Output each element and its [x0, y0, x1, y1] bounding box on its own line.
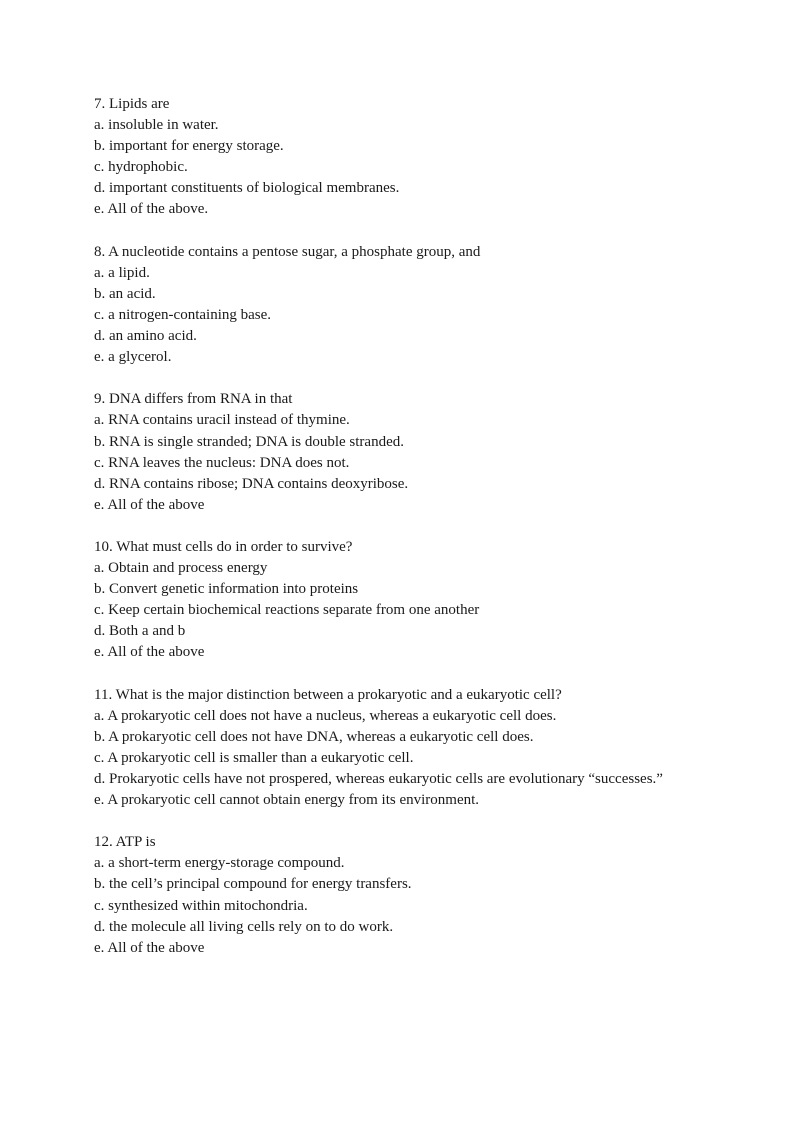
- answer-option-a: a. RNA contains uracil instead of thymine.: [94, 412, 350, 429]
- question-list: [94, 94, 714, 980]
- answer-option-e: e. All of the above.: [94, 201, 209, 218]
- answer-option-b: b. an acid.: [94, 285, 156, 302]
- answer-option-c: c. a nitrogen-containing base.: [94, 306, 272, 323]
- answer-option-a: a. a short-term energy-storage compound.: [94, 855, 345, 872]
- answer-option-c: c. Keep certain biochemical reactions separate from one another: [94, 602, 480, 619]
- answer-option-d: d. important constituents of biological membranes.: [94, 180, 400, 197]
- question-11: [94, 685, 714, 812]
- answer-option-c: c. hydrophobic.: [94, 159, 188, 176]
- question-10: [94, 537, 714, 664]
- answer-option-e: e. A prokaryotic cell cannot obtain energy from its environment.: [94, 792, 480, 809]
- answer-option-b: b. the cell’s principal compound for energy transfers.: [94, 876, 412, 893]
- answer-option-d: d. RNA contains ribose; DNA contains deoxyribose.: [94, 475, 409, 492]
- question-stem: 8. A nucleotide contains a pentose sugar, a phosphate group, and: [94, 243, 481, 260]
- question-stem: 7. Lipids are: [94, 96, 170, 112]
- answer-option-a: a. a lipid.: [94, 264, 150, 281]
- question-12: [94, 832, 714, 959]
- question-8: [94, 242, 714, 369]
- answer-option-d: d. the molecule all living cells rely on to do work.: [94, 918, 394, 935]
- question-stem: 9. DNA differs from RNA in that: [94, 391, 293, 408]
- answer-option-a: a. A prokaryotic cell does not have a nucleus, whereas a eukaryotic cell does.: [94, 707, 557, 724]
- answer-option-b: b. A prokaryotic cell does not have DNA, whereas a eukaryotic cell does.: [94, 728, 534, 745]
- answer-option-b: b. important for energy storage.: [94, 138, 284, 155]
- answer-option-e: e. All of the above: [94, 496, 205, 513]
- answer-option-e: e. All of the above: [94, 644, 205, 661]
- question-stem: 10. What must cells do in order to survive?: [94, 538, 353, 555]
- question-stem: 12. ATP is: [94, 834, 156, 851]
- question-9: [94, 389, 714, 516]
- answer-option-d: d. Both a and b: [94, 623, 186, 640]
- question-stem: 11. What is the major distinction between a prokaryotic and a eukaryotic cell?: [94, 686, 562, 703]
- answer-option-a: a. insoluble in water.: [94, 117, 219, 134]
- answer-option-b: b. Convert genetic information into proteins: [94, 581, 359, 598]
- answer-option-d: d. an amino acid.: [94, 328, 197, 345]
- answer-option-c: c. A prokaryotic cell is smaller than a eukaryotic cell.: [94, 749, 414, 766]
- answer-option-c: c. synthesized within mitochondria.: [94, 897, 308, 914]
- answer-option-d: d. Prokaryotic cells have not prospered, whereas eukaryotic cells are evolutionary “successes.”: [94, 771, 663, 787]
- answer-option-e: e. a glycerol.: [94, 349, 172, 366]
- answer-option-a: a. Obtain and process energy: [94, 560, 268, 577]
- question-7: [94, 94, 714, 221]
- answer-option-c: c. RNA leaves the nucleus: DNA does not.: [94, 454, 350, 471]
- answer-option-b: b. RNA is single stranded; DNA is double stranded.: [94, 433, 404, 450]
- answer-option-e: e. All of the above: [94, 939, 205, 956]
